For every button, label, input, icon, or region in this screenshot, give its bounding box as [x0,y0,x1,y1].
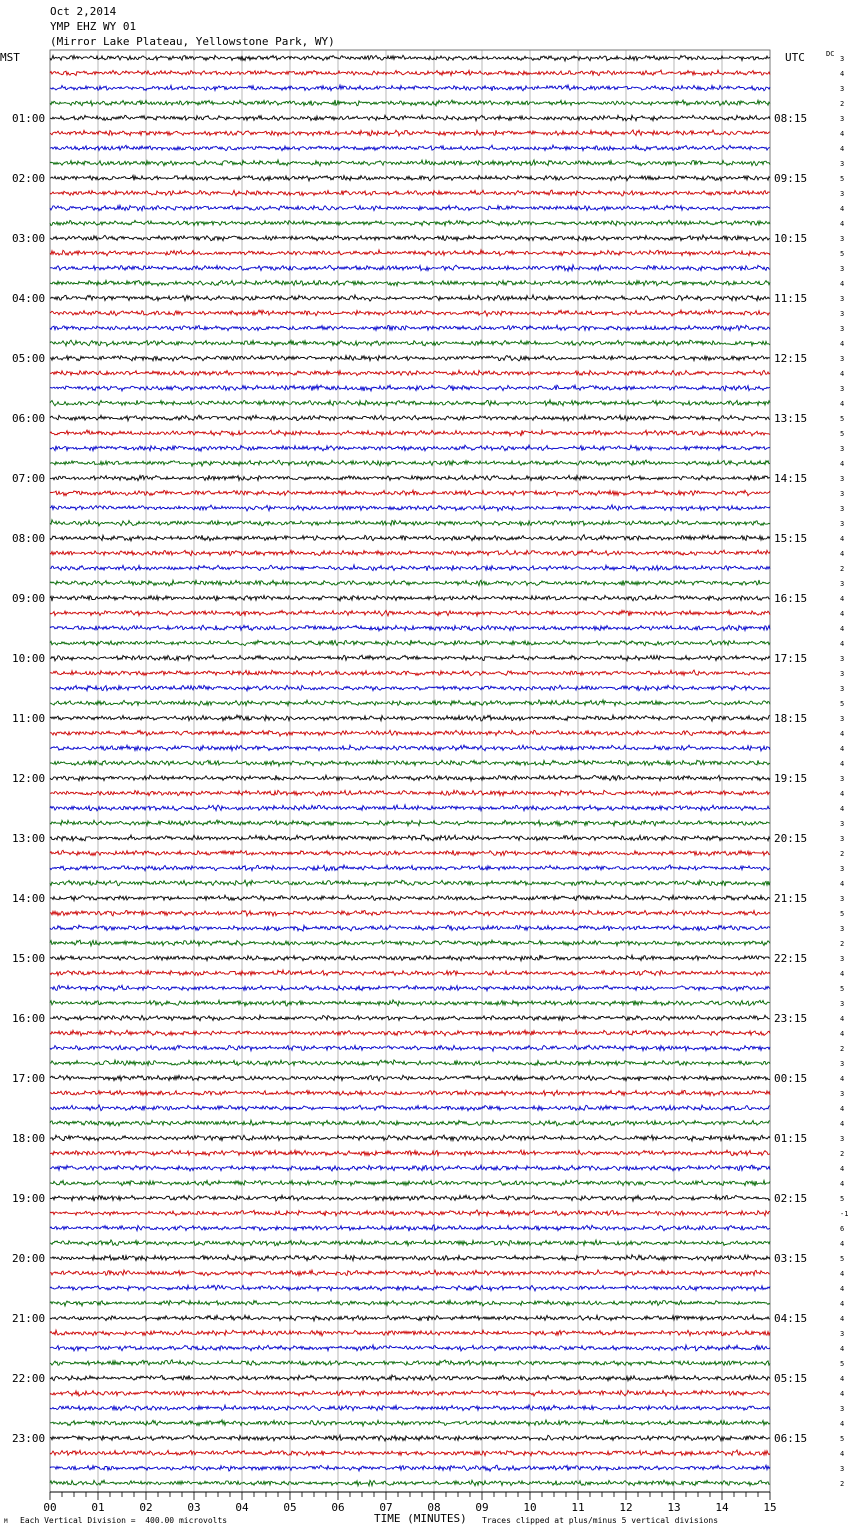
dc-offset-value: 3 [840,475,845,483]
seismic-trace [50,655,770,661]
seismic-trace [50,460,770,466]
dc-offset-value: 3 [840,85,845,93]
seismic-trace [50,490,770,496]
seismic-trace [50,850,770,856]
left-hour-label: 05:00 [12,352,46,365]
dc-offset-value: 4 [840,1450,845,1458]
dc-offset-value: 3 [840,1405,845,1413]
left-hour-label: 13:00 [12,832,46,845]
seismic-trace [50,1300,770,1306]
seismic-trace [50,1465,770,1471]
x-tick-label: 01 [91,1501,105,1514]
dc-offset-value: 3 [840,1465,845,1473]
dc-offset-value: 4 [840,760,845,768]
right-hour-label: 05:15 [774,1372,808,1385]
dc-offset-value: 4 [840,1390,845,1398]
x-tick-label: 05 [283,1501,297,1514]
seismic-trace [50,356,770,362]
seismic-trace [50,745,770,751]
dc-offset-value: 3 [840,115,845,123]
seismic-trace [50,415,770,421]
seismic-trace [50,1315,770,1321]
dc-offset-value: 4 [840,1240,845,1248]
right-hour-label: 04:15 [774,1312,808,1325]
seismic-trace [50,220,770,226]
dc-offset-value: 3 [840,1060,845,1068]
x-tick-label: 11 [571,1501,585,1514]
seismic-trace [50,1015,770,1021]
clip-note: Traces clipped at plus/minus 5 vertical divisions [482,1516,719,1525]
dc-offset-value: 3 [840,385,845,393]
seismic-trace [50,430,770,436]
right-hour-label: 02:15 [774,1192,808,1205]
dc-offset-value: 4 [840,1165,845,1173]
seismic-trace [50,790,770,796]
dc-offset-value: 2 [840,1150,845,1158]
seismic-trace [50,370,770,376]
seismic-trace [50,1120,770,1126]
dc-offset-value: 3 [840,1000,845,1008]
dc-offset-value: 3 [840,295,845,303]
seismic-trace [50,1150,770,1156]
seismic-trace [50,445,770,451]
left-hour-label: 10:00 [12,652,46,665]
seismic-trace [50,535,770,541]
right-hour-label: 14:15 [774,472,808,485]
seismic-trace [50,970,770,976]
seismic-trace [50,1165,770,1171]
left-hour-label: 22:00 [12,1372,46,1385]
seismic-trace [50,295,770,301]
seismic-trace [50,85,770,91]
seismic-trace [50,1090,770,1095]
right-hour-label: 23:15 [774,1012,808,1025]
seismic-trace [50,1075,770,1081]
dc-offset-value: 4 [840,1075,845,1083]
seismic-trace [50,955,770,961]
left-hour-label: 03:00 [12,232,46,245]
right-hour-label: 00:15 [774,1072,808,1085]
left-hour-label: 07:00 [12,472,46,485]
dc-offset-value: 2 [840,850,845,858]
seismic-trace [50,565,770,571]
x-tick-label: 03 [187,1501,201,1514]
dc-offset-value: 4 [840,130,845,138]
right-hour-label: 01:15 [774,1132,808,1145]
seismic-trace [50,265,770,271]
dc-offset-value: 3 [840,1135,845,1143]
dc-offset-value: 4 [840,1180,845,1188]
seismic-trace [50,130,770,136]
dc-offset-value: 4 [840,370,845,378]
dc-offset-value: 4 [840,880,845,888]
seismic-trace [50,1345,770,1351]
x-tick-label: 07 [379,1501,393,1514]
dc-offset-value: 3 [840,820,845,828]
dc-offset-value: 3 [840,55,845,63]
seismic-trace [50,250,770,256]
right-hour-label: 13:15 [774,412,808,425]
vertical-scale-note: Each Vertical Division = 400.00 microvolts [20,1516,228,1525]
dc-offset-value: 5 [840,175,845,183]
dc-offset-value: 6 [840,1225,845,1233]
seismic-trace [50,760,770,766]
right-hour-label: 18:15 [774,712,808,725]
dc-offset-value: 4 [840,805,845,813]
dc-offset-value: 5 [840,415,845,423]
seismic-trace [50,625,770,631]
dc-offset-value: 3 [840,190,845,198]
dc-offset-value: 4 [840,595,845,603]
dc-offset-value: 2 [840,1480,845,1488]
dc-offset-value: 4 [840,625,845,633]
seismic-trace [50,160,770,166]
seismic-trace [50,1045,770,1051]
seismic-trace [50,190,770,196]
dc-offset-value: 5 [840,910,845,918]
dc-offset-value: -1 [840,1210,849,1218]
dc-offset-value: 2 [840,1045,845,1053]
seismic-trace [50,1255,770,1261]
seismic-trace [50,55,770,61]
seismic-trace [50,820,770,826]
dc-offset-value: 3 [840,895,845,903]
seismic-trace [50,175,770,181]
seismic-trace [50,1375,770,1381]
seismic-trace [50,310,770,316]
dc-offset-value: 4 [840,1375,845,1383]
seismic-trace [50,1225,770,1231]
dc-offset-value: 3 [840,505,845,513]
dc-offset-value: 5 [840,1435,845,1443]
dc-offset-value: 3 [840,355,845,363]
dc-offset-value: 3 [840,580,845,588]
dc-offset-value: 3 [840,715,845,723]
seismic-trace [50,1105,770,1111]
left-hour-label: 06:00 [12,412,46,425]
dc-offset-value: 4 [840,280,845,288]
left-hour-label: 01:00 [12,112,46,125]
dc-offset-value: 5 [840,1195,845,1203]
seismic-trace [50,475,770,481]
left-hour-label: 02:00 [12,172,46,185]
left-hour-label: 18:00 [12,1132,46,1145]
seismic-trace [50,700,770,706]
dc-offset-value: 2 [840,100,845,108]
seismic-trace [50,580,770,586]
seismic-trace [50,865,770,871]
plot-date: Oct 2,2014 [50,5,117,18]
seismic-trace [50,925,770,931]
x-tick-label: 15 [763,1501,777,1514]
x-tick-label: 00 [43,1501,57,1514]
dc-offset-value: 4 [840,1300,845,1308]
right-timezone-label: UTC [785,51,805,64]
right-hour-label: 09:15 [774,172,808,185]
dc-offset-value: 3 [840,865,845,873]
seismic-trace [50,685,770,691]
left-timezone-label: MST [0,51,20,64]
dc-offset-value: 3 [840,520,845,528]
dc-offset-value: 4 [840,970,845,978]
dc-offset-value: 2 [840,940,845,948]
dc-offset-value: 3 [840,160,845,168]
x-tick-label: 06 [331,1501,345,1514]
x-axis-label: TIME (MINUTES) [374,1512,467,1525]
dc-offset-value: 4 [840,550,845,558]
dc-offset-value: 4 [840,745,845,753]
left-hour-label: 19:00 [12,1192,46,1205]
left-hour-label: 16:00 [12,1012,46,1025]
seismic-trace [50,1330,770,1336]
dc-offset-value: 3 [840,775,845,783]
seismic-trace [50,520,770,526]
x-tick-label: 12 [619,1501,633,1514]
dc-offset-value: 5 [840,985,845,993]
left-hour-label: 23:00 [12,1432,46,1445]
seismic-trace [50,1450,770,1456]
seismic-trace [50,1435,770,1441]
seismic-trace [50,805,770,811]
seismic-trace [50,340,770,346]
dc-offset-value: 4 [840,730,845,738]
seismic-trace [50,730,770,736]
dc-offset-value: 3 [840,955,845,963]
seismic-trace [50,670,770,676]
seismic-trace [50,550,770,556]
dc-offset-value: 4 [840,1420,845,1428]
seismic-trace [50,1135,770,1141]
dc-offset-value: 4 [840,535,845,543]
dc-offset-value: 3 [840,835,845,843]
seismic-trace [50,940,770,946]
x-tick-label: 14 [715,1501,729,1514]
right-hour-label: 06:15 [774,1432,808,1445]
dc-offset-value: 3 [840,310,845,318]
dc-offset-value: 3 [840,235,845,243]
seismic-trace [50,325,770,331]
left-hour-label: 09:00 [12,592,46,605]
seismic-trace [50,280,770,286]
left-hour-label: 20:00 [12,1252,46,1265]
seismic-trace [50,70,770,76]
dc-offset-value: 4 [840,340,845,348]
seismic-trace [50,235,770,241]
dc-offset-value: 4 [840,145,845,153]
left-hour-label: 12:00 [12,772,46,785]
x-tick-label: 09 [475,1501,489,1514]
right-hour-label: 15:15 [774,532,808,545]
dc-offset-value: 4 [840,790,845,798]
right-hour-label: 22:15 [774,952,808,965]
left-hour-label: 08:00 [12,532,46,545]
dc-offset-value: 4 [840,610,845,618]
seismic-trace [50,1420,770,1426]
seismic-trace [50,1240,770,1246]
right-hour-label: 03:15 [774,1252,808,1265]
x-tick-label: 10 [523,1501,537,1514]
left-hour-label: 21:00 [12,1312,46,1325]
dc-offset-value: 3 [840,1330,845,1338]
seismic-trace [50,1270,770,1276]
dc-offset-value: 3 [840,655,845,663]
seismic-trace [50,880,770,886]
seismic-trace [50,985,770,991]
seismic-trace [50,895,770,901]
seismic-trace [50,1000,770,1006]
dc-offset-value: 4 [840,1105,845,1113]
dc-offset-value: 4 [840,460,845,468]
left-hour-label: 11:00 [12,712,46,725]
dc-offset-value: 4 [840,1120,845,1128]
seismic-trace [50,100,770,106]
dc-offset-value: 4 [840,1015,845,1023]
dc-offset-value: 3 [840,265,845,273]
dc-offset-value: 4 [840,400,845,408]
dc-offset-value: 3 [840,670,845,678]
right-hour-label: 10:15 [774,232,808,245]
dc-offset-value: 4 [840,220,845,228]
dc-offset-value: 3 [840,445,845,453]
right-hour-label: 11:15 [774,292,808,305]
seismic-trace [50,1480,770,1486]
dc-offset-value: 5 [840,250,845,258]
dc-offset-value: 4 [840,1285,845,1293]
dc-offset-value: 4 [840,1030,845,1038]
dc-offset-value: 5 [840,1255,845,1263]
seismic-trace [50,385,770,391]
right-hour-label: 20:15 [774,832,808,845]
seismic-trace [50,595,770,601]
dc-offset-value: 2 [840,565,845,573]
x-tick-label: 13 [667,1501,681,1514]
seismic-trace [50,715,770,721]
station-code: YMP EHZ WY 01 [50,20,137,33]
dc-offset-value: 4 [840,205,845,213]
right-hour-label: 16:15 [774,592,808,605]
seismic-trace [50,115,770,121]
dc-offset-header: DC [826,50,835,58]
seismic-trace [50,775,770,781]
footer-mark: M [4,1518,8,1525]
station-location: (Mirror Lake Plateau, Yellowstone Park, WY) [50,35,335,48]
x-tick-label: 08 [427,1501,441,1514]
dc-offset-value: 4 [840,1315,845,1323]
right-hour-label: 12:15 [774,352,808,365]
left-hour-label: 14:00 [12,892,46,905]
dc-offset-value: 4 [840,1345,845,1353]
dc-offset-value: 4 [840,1270,845,1278]
right-hour-label: 08:15 [774,112,808,125]
left-hour-label: 15:00 [12,952,46,965]
seismic-trace [50,145,770,151]
seismic-trace [50,1390,770,1396]
left-hour-label: 04:00 [12,292,46,305]
dc-offset-value: 3 [840,490,845,498]
dc-offset-value: 3 [840,685,845,693]
seismic-trace [50,835,770,841]
seismic-trace [50,205,770,210]
seismic-trace [50,400,770,406]
dc-offset-value: 5 [840,1360,845,1368]
seismic-trace [50,1210,770,1216]
right-hour-label: 21:15 [774,892,808,905]
seismic-trace [50,1285,770,1291]
dc-offset-value: 3 [840,1090,845,1098]
x-tick-label: 02 [139,1501,153,1514]
seismic-trace [50,610,770,616]
dc-offset-value: 3 [840,325,845,333]
dc-offset-value: 5 [840,430,845,438]
dc-offset-value: 5 [840,700,845,708]
seismic-trace [50,505,770,511]
seismic-trace [50,1360,770,1366]
seismic-trace [50,1195,770,1201]
seismic-trace [50,910,770,916]
seismic-trace [50,1060,770,1066]
dc-offset-value: 4 [840,70,845,78]
seismic-trace [50,640,770,646]
seismic-trace [50,1405,770,1411]
seismic-trace [50,1180,770,1186]
left-hour-label: 17:00 [12,1072,46,1085]
dc-offset-value: 4 [840,640,845,648]
x-tick-label: 04 [235,1501,249,1514]
right-hour-label: 17:15 [774,652,808,665]
dc-offset-value: 3 [840,925,845,933]
seismic-trace [50,1030,770,1036]
right-hour-label: 19:15 [774,772,808,785]
